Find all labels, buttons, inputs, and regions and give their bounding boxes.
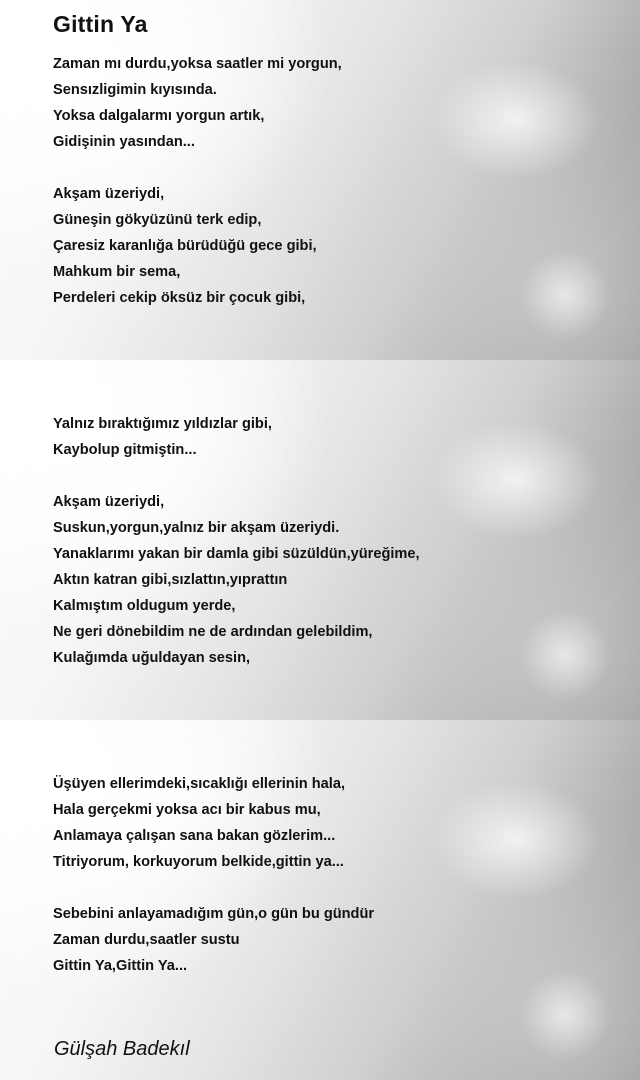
stanza-5	[53, 771, 345, 875]
poem-line: Güneşin gökyüzünü terk edip,	[53, 212, 262, 228]
poem-line: Titriyorum, korkuyorum belkide,gittin ya...	[53, 854, 344, 870]
poem-line: Gittin Ya,Gittin Ya...	[53, 958, 188, 974]
poem-line: Hala gerçekmi yoksa acı bir kabus mu,	[53, 802, 321, 818]
background-glow	[520, 610, 610, 700]
poem-line: Yalnız bıraktığımız yıldızlar gibi,	[53, 416, 272, 432]
background-glow	[430, 420, 600, 540]
author-name: Gülşah Badekıl	[54, 1038, 190, 1060]
poem-line: Kaybolup gitmiştin...	[53, 442, 197, 458]
poem-line: Kalmıştım oldugum yerde,	[53, 598, 236, 614]
poem-line: Akşam üzeriydi,	[53, 494, 165, 510]
poem-line: Çaresiz karanlığa bürüdüğü gece gibi,	[53, 238, 317, 254]
stanza-1	[53, 51, 342, 155]
poem-line: Akşam üzeriydi,	[53, 186, 165, 202]
poem-line: Ne geri dönebildim ne de ardından gelebildim,	[53, 624, 373, 640]
poem-line: Perdeleri cekip öksüz bir çocuk gibi,	[53, 290, 306, 306]
poem-line: Zaman durdu,saatler sustu	[53, 932, 240, 948]
poem-panel-1	[0, 0, 640, 360]
poem-line: Yanaklarımı yakan bir damla gibi süzüldün,yüreğime,	[53, 546, 420, 562]
poem-panel-2	[0, 360, 640, 720]
poem-line: Kulağımda uğuldayan sesin,	[53, 650, 251, 666]
stanza-4	[53, 489, 420, 671]
background-glow	[430, 60, 600, 180]
poem-line: Suskun,yorgun,yalnız bir akşam üzeriydi.	[53, 520, 340, 536]
background-glow	[430, 780, 600, 900]
stanza-3	[53, 411, 272, 463]
poem-line: Zaman mı durdu,yoksa saatler mi yorgun,	[53, 56, 342, 72]
poem-title: Gittin Ya	[53, 11, 148, 37]
poem-line: Mahkum bir sema,	[53, 264, 181, 280]
poem-line: Sebebini anlayamadığım gün,o gün bu gündür	[53, 906, 375, 922]
poem-line: Yoksa dalgalarmı yorgun artık,	[53, 108, 265, 124]
background-glow	[520, 970, 610, 1060]
background-glow	[520, 250, 610, 340]
poem-line: Anlamaya çalışan sana bakan gözlerim...	[53, 828, 336, 844]
poem-line: Üşüyen ellerimdeki,sıcaklığı ellerinin hala,	[53, 776, 346, 792]
poem-line: Sensızligimin kıyısında.	[53, 82, 217, 98]
stanza-2	[53, 181, 317, 311]
stanza-6	[53, 901, 374, 979]
poem-line: Aktın katran gibi,sızlattın,yıprattın	[53, 572, 288, 588]
poem-panel-3	[0, 720, 640, 1080]
poem-line: Gidişinin yasından...	[53, 134, 195, 150]
